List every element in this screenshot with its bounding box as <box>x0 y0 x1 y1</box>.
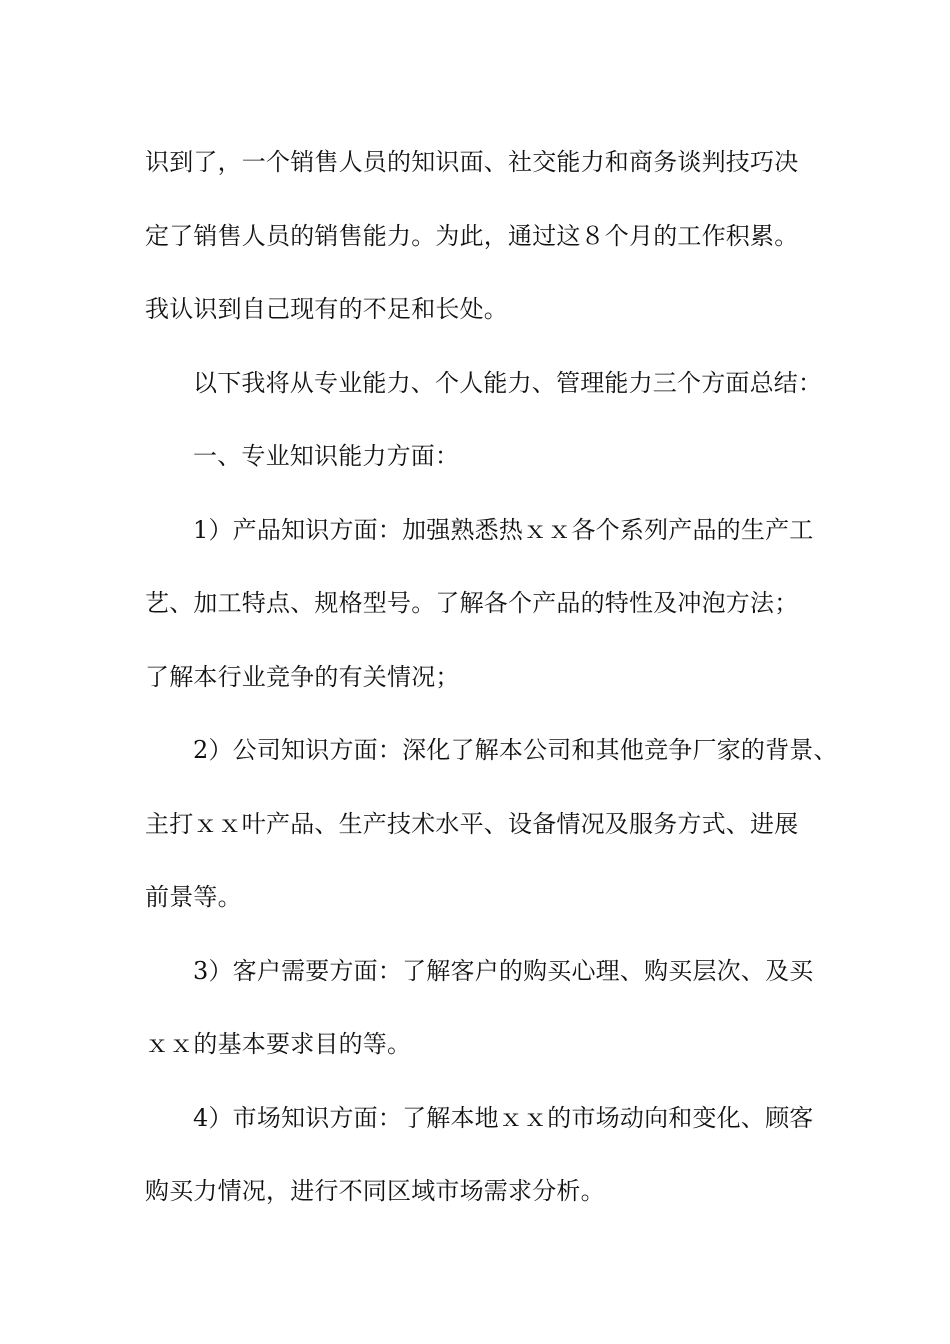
document-body <box>145 126 838 1229</box>
text-line: 我认识到自己现有的不足和长处。 <box>145 295 508 323</box>
text-line: 艺、加工特点、规格型号。了解各个产品的特性及冲泡方法； <box>145 589 799 617</box>
text-line: 了解本行业竞争的有关情况； <box>145 662 460 691</box>
text-line: 4）市场知识方面：了解本地ｘｘ的市场动向和变化、顾客 <box>193 1103 814 1132</box>
text-line: 主打ｘｘ叶产品、生产技术水平、设备情况及服务方式、进展 <box>145 809 799 838</box>
text-line: 定了销售人员的销售能力。为此，通过这８个月的工作积累。 <box>145 221 799 250</box>
text-line: 1）产品知识方面：加强熟悉热ｘｘ各个系列产品的生产工 <box>193 515 814 544</box>
text-line: 购买力情况，进行不同区域市场需求分析。 <box>145 1177 605 1205</box>
text-line: 3）客户需要方面：了解客户的购买心理、购买层次、及买 <box>193 956 814 985</box>
section-heading: 一、专业知识能力方面： <box>193 442 460 470</box>
text-line: ｘｘ的基本要求目的等。 <box>145 1030 412 1058</box>
text-line: 识到了，一个销售人员的知识面、社交能力和商务谈判技巧决 <box>145 148 799 176</box>
text-line: 2）公司知识方面：深化了解本公司和其他竞争厂家的背景、 <box>193 736 838 764</box>
text-line: 以下我将从专业能力、个人能力、管理能力三个方面总结： <box>193 368 823 397</box>
text-line: 前景等。 <box>145 883 242 911</box>
